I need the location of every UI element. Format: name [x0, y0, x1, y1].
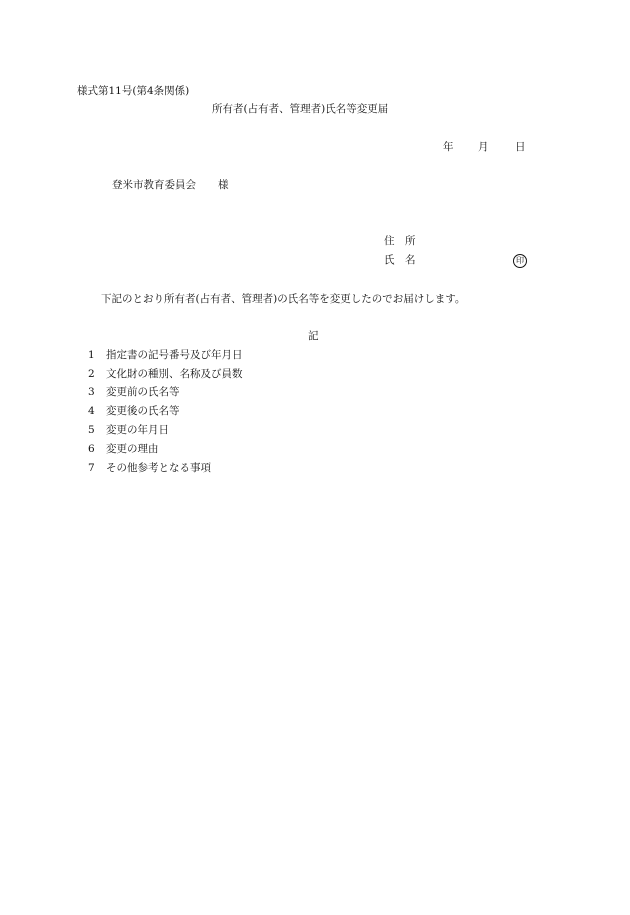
item-text: その他参考となる事項: [106, 462, 211, 474]
addressee-honorific: 様: [218, 179, 229, 191]
address-label: 住 所: [384, 235, 416, 247]
item-text: 変更の年月日: [106, 424, 169, 436]
seal-mark: 印: [513, 254, 527, 268]
item-text: 文化財の種別、名称及び員数: [106, 368, 243, 380]
item-number: 7: [88, 462, 95, 474]
addressee-org: 登米市教育委員会: [112, 179, 196, 191]
item-number: 2: [88, 368, 95, 380]
item-number: 5: [88, 424, 95, 436]
item-number: 3: [88, 386, 95, 398]
document-title: 所有者(占有者、管理者)氏名等変更届: [212, 103, 389, 115]
item-number: 1: [88, 349, 95, 361]
date-day-label: 日: [515, 141, 526, 153]
item-number: 6: [88, 443, 95, 455]
item-text: 変更前の氏名等: [106, 386, 180, 398]
date-month-label: 月: [478, 141, 489, 153]
item-text: 変更の理由: [106, 443, 159, 455]
body-text: 下記のとおり所有者(占有者、管理者)の氏名等を変更したのでお届けします。: [101, 293, 466, 305]
ki-heading: 記: [308, 330, 319, 342]
name-label: 氏 名: [384, 254, 416, 266]
item-number: 4: [88, 405, 95, 417]
form-number: 様式第11号(第4条関係): [77, 85, 190, 97]
item-text: 指定書の記号番号及び年月日: [106, 349, 243, 361]
date-year-label: 年: [443, 141, 454, 153]
item-text: 変更後の氏名等: [106, 405, 180, 417]
